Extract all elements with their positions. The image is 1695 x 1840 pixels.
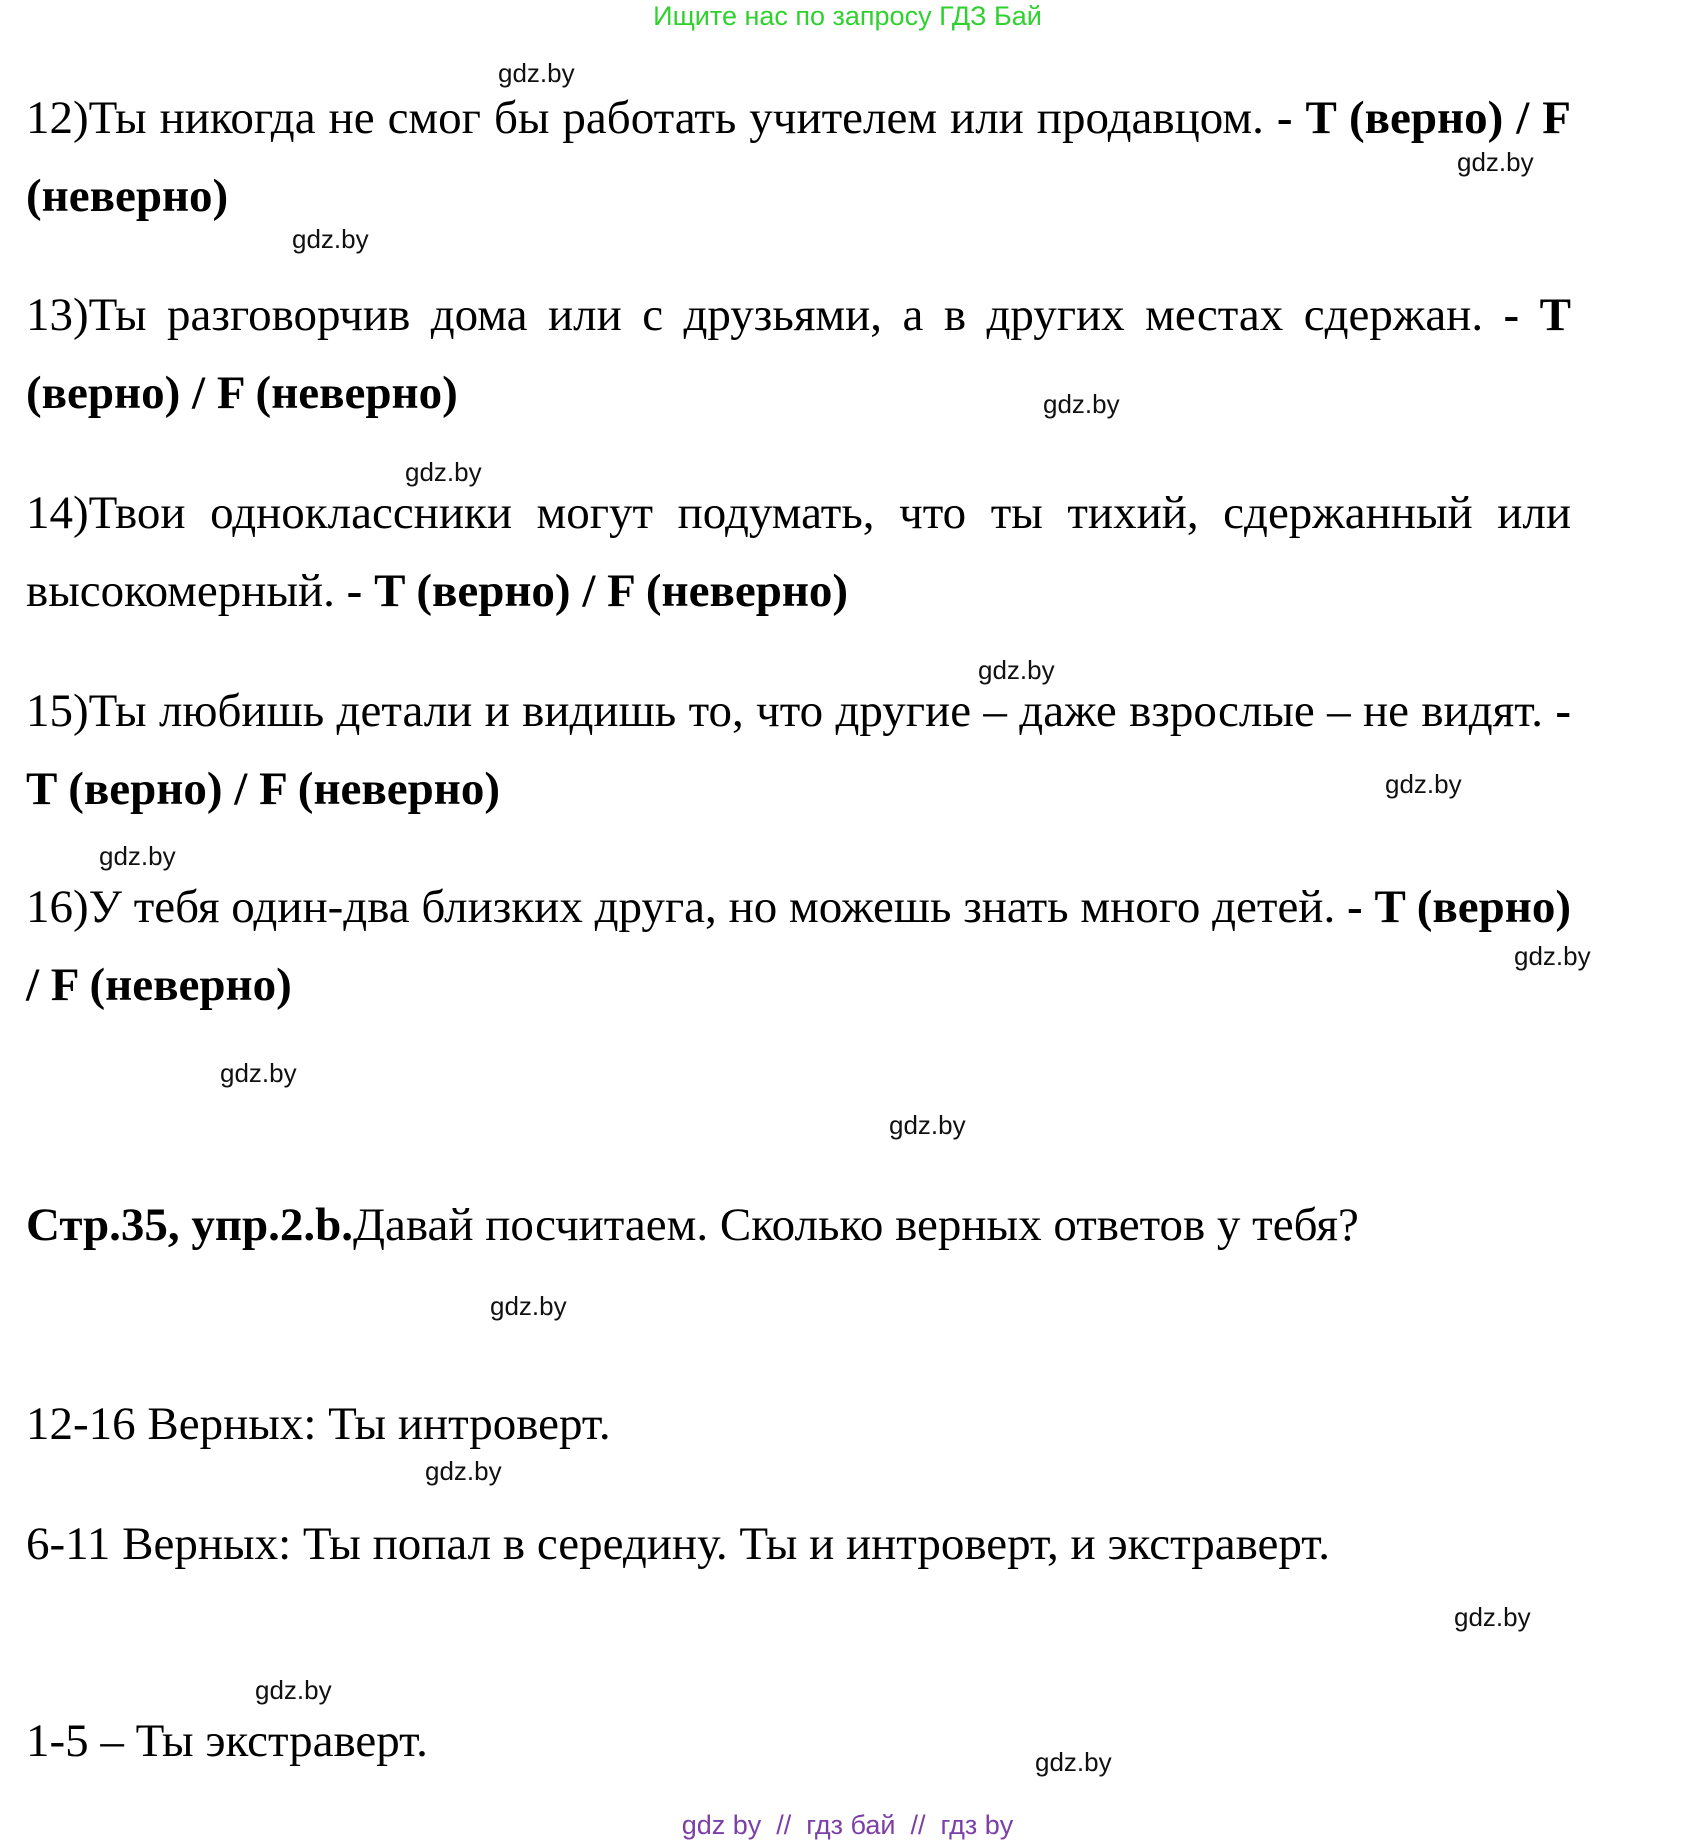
statement-text: 14)Твои одноклассники могут подумать, что ты тихий, сдержанный или высокомерный. <box>26 487 1571 617</box>
watermark: gdz.by <box>490 1291 567 1321</box>
result-12-16: 12-16 Верных: Ты интроверт. <box>26 1398 611 1450</box>
watermark: gdz.by <box>220 1058 297 1088</box>
exercise-heading <box>26 1186 1571 1264</box>
watermark: gdz.by <box>498 58 575 88</box>
statement-15 <box>26 672 1571 828</box>
answer-options: - T (верно) / F (неверно) <box>346 565 849 617</box>
exercise-text: Давай посчитаем. Сколько верных ответов у тебя? <box>352 1199 1359 1251</box>
result-6-11: 6-11 Верных: Ты попал в середину. Ты и интроверт, и экстраверт. <box>26 1518 1331 1570</box>
statement-14 <box>26 474 1571 630</box>
statement-16 <box>26 868 1571 1024</box>
watermark: gdz.by <box>405 457 482 487</box>
statement-text: 16)У тебя один-два близких друга, но можешь знать много детей. <box>26 881 1347 933</box>
search-hint-header: Ищите нас по запросу ГДЗ Бай <box>653 1 1042 31</box>
watermark: gdz.by <box>1043 389 1120 419</box>
statement-text: 13)Ты разговорчив дома или с друзьями, а в других местах сдержан. <box>26 289 1504 341</box>
watermark: gdz.by <box>99 841 176 871</box>
watermark: gdz.by <box>425 1456 502 1486</box>
watermark: gdz.by <box>292 224 369 254</box>
answer-options: - T (верно) / F (неверно) <box>26 685 1571 815</box>
watermark: gdz.by <box>1457 147 1534 177</box>
answer-options: - T (верно) / F (неверно) <box>26 289 1572 419</box>
watermark: gdz.by <box>889 1110 966 1140</box>
exercise-ref: Стр.35, упр.2.b. <box>26 1199 353 1251</box>
watermark: gdz.by <box>1035 1747 1112 1777</box>
watermark: gdz.by <box>255 1675 332 1705</box>
watermark: gdz.by <box>1514 941 1591 971</box>
footer-links: gdz by // гдз бай // гдз by <box>681 1810 1014 1840</box>
result-1-5: 1-5 – Ты экстраверт. <box>26 1715 428 1767</box>
watermark: gdz.by <box>978 655 1055 685</box>
statement-text: 15)Ты любишь детали и видишь то, что другие – даже взрослые – не видят. <box>26 685 1556 737</box>
statement-12 <box>26 79 1571 235</box>
statement-13 <box>26 276 1571 432</box>
answer-options: - T (верно) / F (неверно) <box>26 92 1571 222</box>
watermark: gdz.by <box>1385 769 1462 799</box>
watermark: gdz.by <box>1454 1602 1531 1632</box>
statement-text: 12)Ты никогда не смог бы работать учителем или продавцом. <box>26 92 1277 144</box>
answer-options: - T (верно) / F (неверно) <box>26 881 1571 1011</box>
